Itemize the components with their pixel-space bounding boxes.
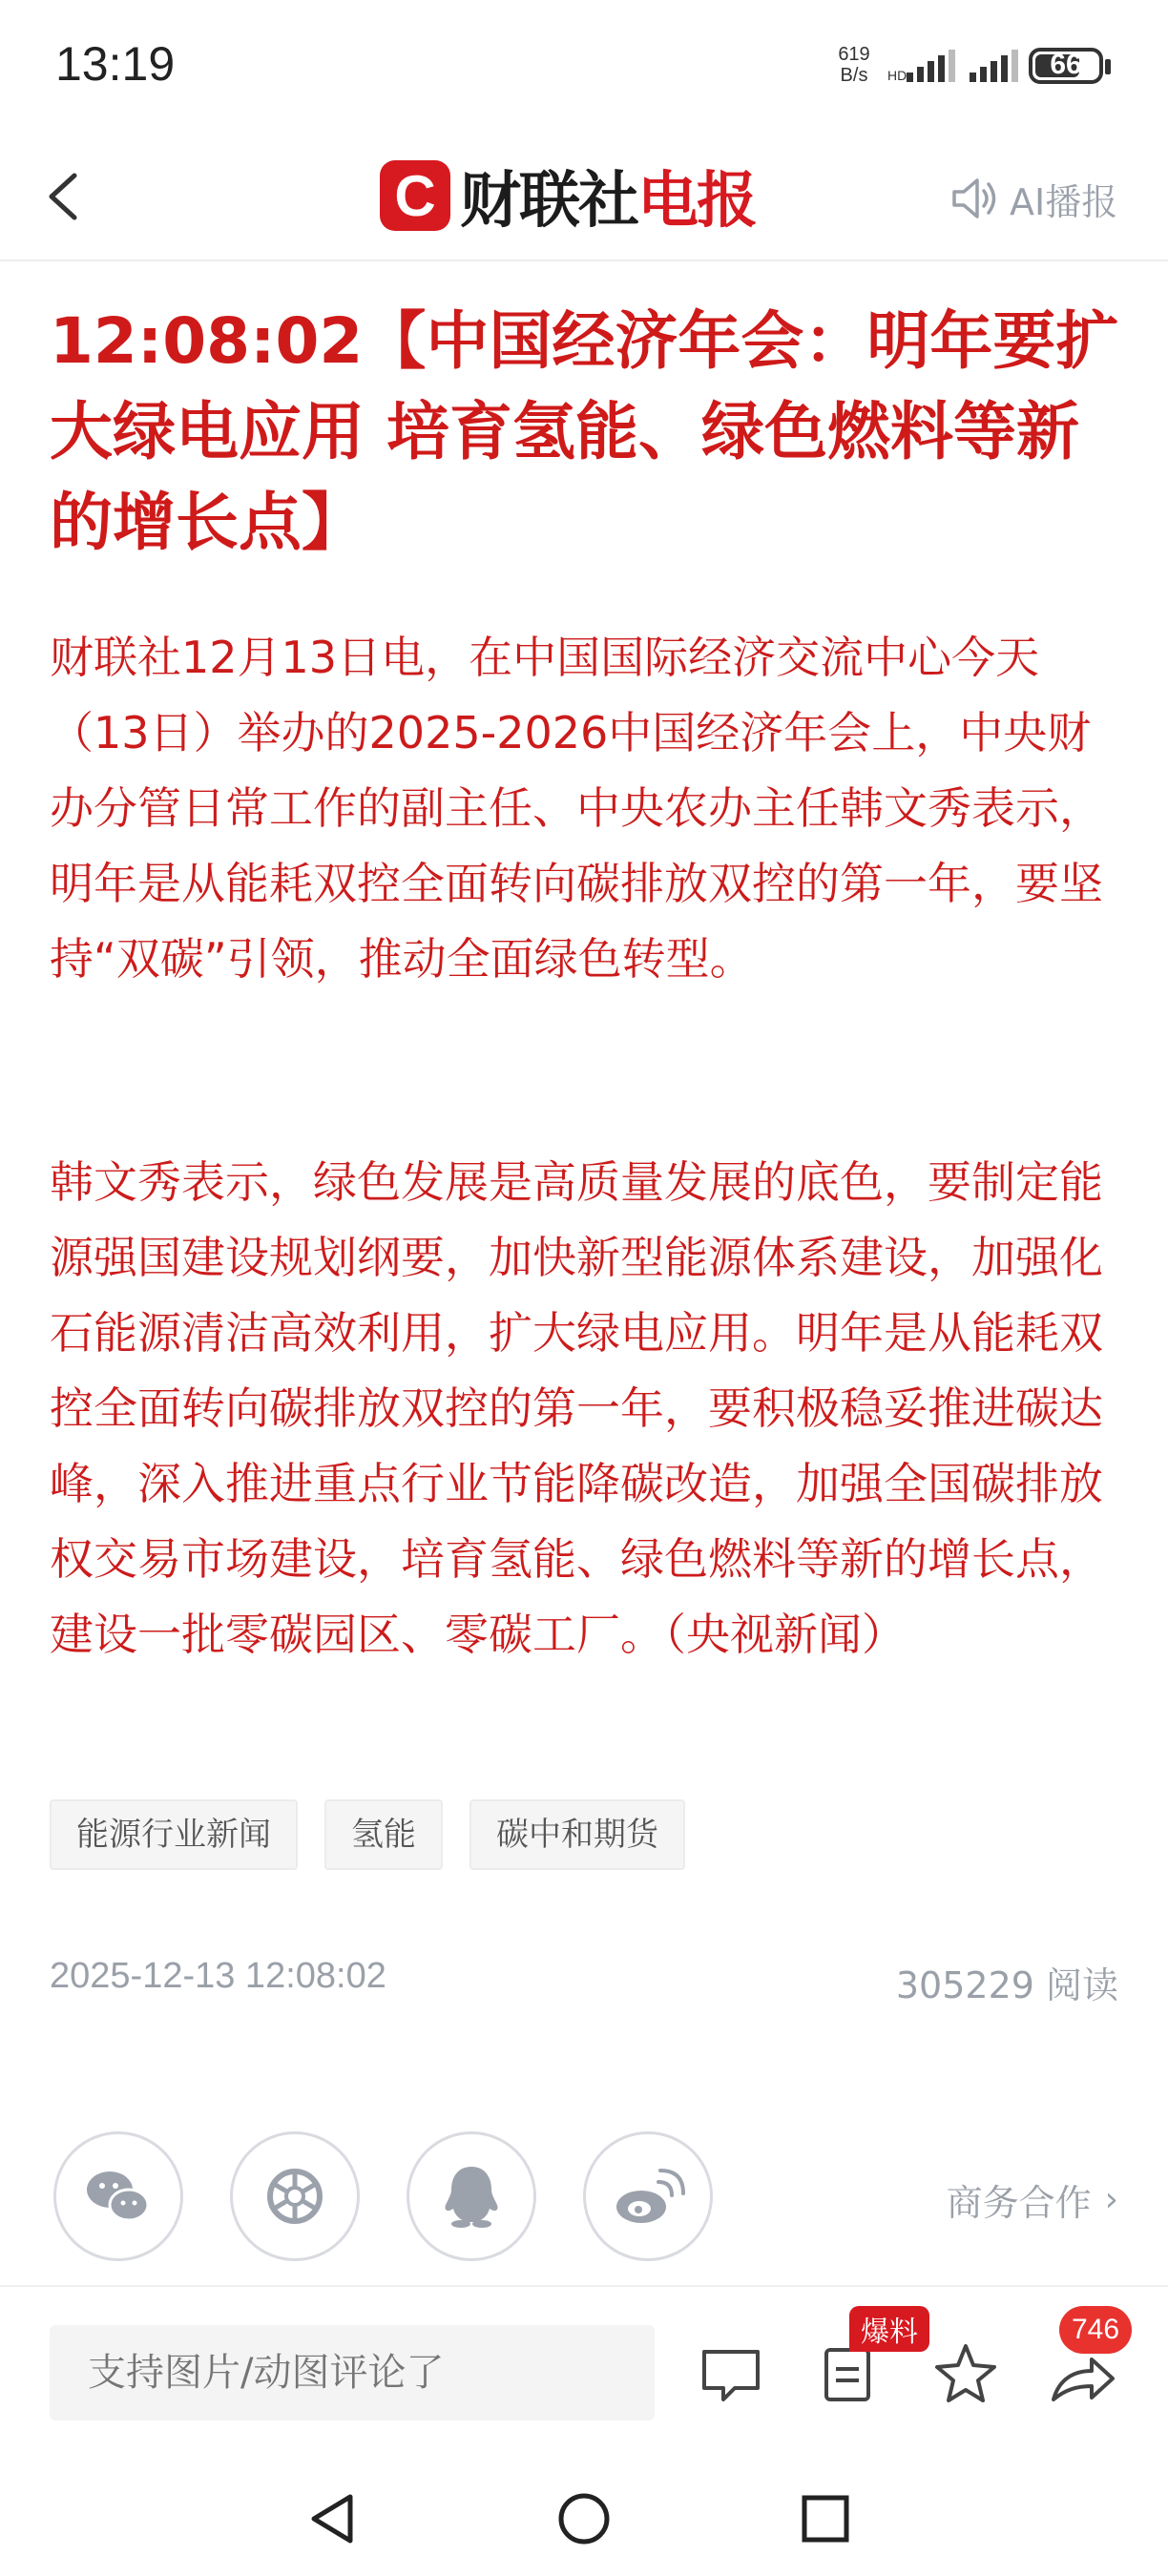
battery-nub	[1105, 59, 1111, 74]
cls-telegraph-logo	[380, 153, 756, 239]
star-icon	[937, 2346, 994, 2400]
share-count-badge: 746	[1059, 2306, 1132, 2354]
tag-hydrogen[interactable]: 氢能	[324, 1799, 443, 1870]
network-speed-value: 619	[838, 44, 870, 65]
nav-bar	[0, 134, 1168, 261]
network-speed	[830, 44, 878, 86]
wechat-icon	[56, 2134, 180, 2258]
square-recents-icon	[804, 2498, 846, 2540]
business-cooperation-label: 商务合作	[946, 2182, 1092, 2224]
article-paragraph-1: 财联社12月13日电，在中国国际经济交流中心今天（13日）举办的2025-2026中国经济年会上，中央财办分管日常工作的副主任、中央农办主任韩文秀表示，明年是从能耗双控全面转向碳排放双控的第一年，要坚持“双碳”引领，推动全面绿色转型。	[50, 632, 1103, 985]
chevron-right-icon: ›	[1104, 2180, 1118, 2219]
logo-name-dark: 财联社	[460, 166, 637, 237]
speaker-icon	[950, 175, 1000, 222]
business-cooperation-link[interactable]	[947, 2173, 1118, 2226]
network-speed-unit: B/s	[840, 65, 868, 86]
share-qq-button[interactable]	[407, 2131, 536, 2261]
back-button[interactable]	[38, 158, 95, 235]
document-icon	[826, 2350, 868, 2399]
status-time: 13:19	[55, 37, 176, 91]
logo-wordmark	[460, 152, 756, 239]
status-bar	[0, 0, 1168, 134]
tag-list	[50, 1799, 712, 1870]
logo-name-red: 电报	[637, 166, 756, 237]
system-back-button[interactable]	[301, 2485, 367, 2552]
svg-text:HD: HD	[887, 68, 907, 83]
cellular-signal-1-icon	[887, 48, 960, 86]
article-headline: 12:08:02【中国经济年会：明年要扩大绿电应用 培育氢能、绿色燃料等新的增长点】	[50, 304, 1119, 559]
weibo-icon	[586, 2134, 710, 2258]
logo-mark: C	[380, 160, 450, 231]
share-arrow-icon	[1053, 2359, 1113, 2399]
publish-date: 2025-12-13 12:08:02	[50, 1956, 386, 1996]
bottom-action-bar	[0, 2285, 1168, 2459]
share-weibo-button[interactable]	[583, 2131, 713, 2261]
news-tip-badge: 爆料	[849, 2306, 929, 2352]
system-recents-button[interactable]	[792, 2485, 859, 2552]
ai-broadcast-label: AI播报	[1010, 180, 1118, 223]
moments-icon	[233, 2134, 357, 2258]
tag-energy-industry-news[interactable]: 能源行业新闻	[50, 1799, 298, 1870]
share-moments-button[interactable]	[230, 2131, 360, 2261]
ai-broadcast-button[interactable]	[950, 172, 1117, 225]
favorite-button[interactable]	[928, 2329, 1004, 2415]
cellular-signal-2-icon	[968, 48, 1019, 86]
triangle-back-icon	[314, 2497, 350, 2541]
chevron-left-icon	[52, 176, 74, 218]
battery-level: 66	[1050, 49, 1082, 80]
circle-home-icon	[561, 2496, 607, 2542]
system-navigation-bar	[0, 2457, 1168, 2576]
comment-input[interactable]	[50, 2325, 655, 2420]
article-paragraph-2: 韩文秀表示，绿色发展是高质量发展的底色，要制定能源强国建设规划纲要，加快新型能源体系建设，加强化石能源清洁高效利用，扩大绿电应用。明年是从能耗双控全面转向碳排放双控的第一年，要积极稳妥推进碳达峰，深入推进重点行业节能降碳改造，加强全国碳排放权交易市场建设，培育氢能、绿色燃料等新的增长点，建设一批零碳园区、零碳工厂。（央视新闻）	[50, 1156, 1103, 1660]
system-home-button[interactable]	[551, 2485, 617, 2552]
share-wechat-button[interactable]	[53, 2131, 183, 2261]
tag-carbon-neutral-futures[interactable]: 碳中和期货	[469, 1799, 685, 1870]
comment-button[interactable]	[693, 2329, 769, 2415]
comment-icon	[704, 2352, 758, 2399]
battery-icon	[1029, 48, 1103, 84]
read-count: 305229 阅读	[895, 1964, 1118, 2006]
qq-icon	[409, 2134, 533, 2258]
